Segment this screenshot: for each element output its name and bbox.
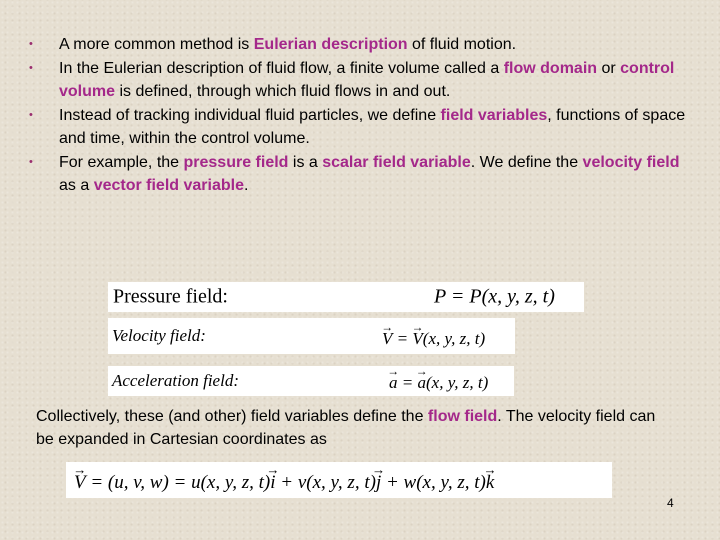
- bullet-list: [26, 33, 696, 198]
- bullet-marker: •: [29, 61, 33, 74]
- pressure-field-label: Pressure field:: [113, 285, 228, 308]
- text-run: , functions of space and time, within the control volume.: [59, 106, 686, 147]
- velocity-expansion-formula: → V = (u, v, w) = u(x, y, z, t)→ i + v(x, y, z, t)→ j + w(x, y, z, t)→ k: [74, 472, 494, 494]
- highlighted-term: pressure field: [183, 153, 289, 171]
- acceleration-field-equation: [108, 366, 514, 396]
- text-run: is defined, through which fluid flows in and out.: [115, 83, 451, 100]
- bullet-marker: •: [29, 108, 33, 121]
- acceleration-field-label: Acceleration field:: [112, 371, 239, 390]
- velocity-field-equation: [108, 318, 515, 354]
- bullet-item: [26, 104, 696, 151]
- text-run: A more common method is: [59, 36, 254, 53]
- text-run: For example, the: [59, 153, 184, 171]
- highlighted-term: control volume: [59, 59, 675, 100]
- text-run: Instead of tracking individual fluid particles, we define: [59, 106, 441, 124]
- text-run: Collectively, these (and other) field variables define the: [36, 408, 428, 425]
- highlighted-term: field variables: [440, 106, 548, 124]
- velocity-field-label: Velocity field:: [112, 326, 206, 345]
- bullet-text: [59, 36, 516, 53]
- velocity-args: x, y, z, t: [428, 328, 480, 348]
- page-number: 4: [667, 496, 674, 510]
- highlighted-term: Eulerian description: [253, 36, 408, 53]
- bullet-item: [26, 57, 696, 104]
- bullet-marker: •: [29, 155, 33, 168]
- bullet-text: [59, 107, 685, 148]
- highlighted-term: vector field variable: [93, 177, 244, 194]
- highlighted-term: flow domain: [503, 59, 598, 77]
- velocity-expansion-equation: [66, 462, 612, 498]
- bullet-item: [26, 33, 696, 57]
- flow-field-paragraph: [36, 405, 676, 451]
- text-run: In the Eulerian description of fluid flow, a finite volume called a: [59, 59, 504, 77]
- velocity-field-formula: → V = → V(x, y, z, t): [382, 329, 485, 349]
- bullet-item: [26, 151, 696, 198]
- text-run: . We define the: [470, 153, 583, 171]
- highlighted-term: flow field: [427, 408, 498, 425]
- text-run: as a: [59, 177, 94, 194]
- bullet-text: [59, 60, 674, 101]
- text-run: is a: [288, 153, 323, 171]
- highlighted-term: velocity field: [582, 153, 680, 171]
- text-run: of fluid motion.: [407, 36, 517, 53]
- text-run: .: [243, 177, 249, 194]
- bullet-marker: •: [29, 38, 33, 50]
- pressure-field-formula: P = P(x, y, z, t): [434, 285, 555, 308]
- text-run: or: [597, 59, 621, 77]
- highlighted-term: scalar field variable: [322, 153, 471, 171]
- text-run: . The velocity field can be expanded in Cartesian coordinates as: [36, 408, 656, 448]
- pressure-field-equation: [108, 282, 584, 312]
- bullet-text: [59, 154, 679, 195]
- acceleration-field-formula: → a = → a(x, y, z, t): [389, 373, 488, 393]
